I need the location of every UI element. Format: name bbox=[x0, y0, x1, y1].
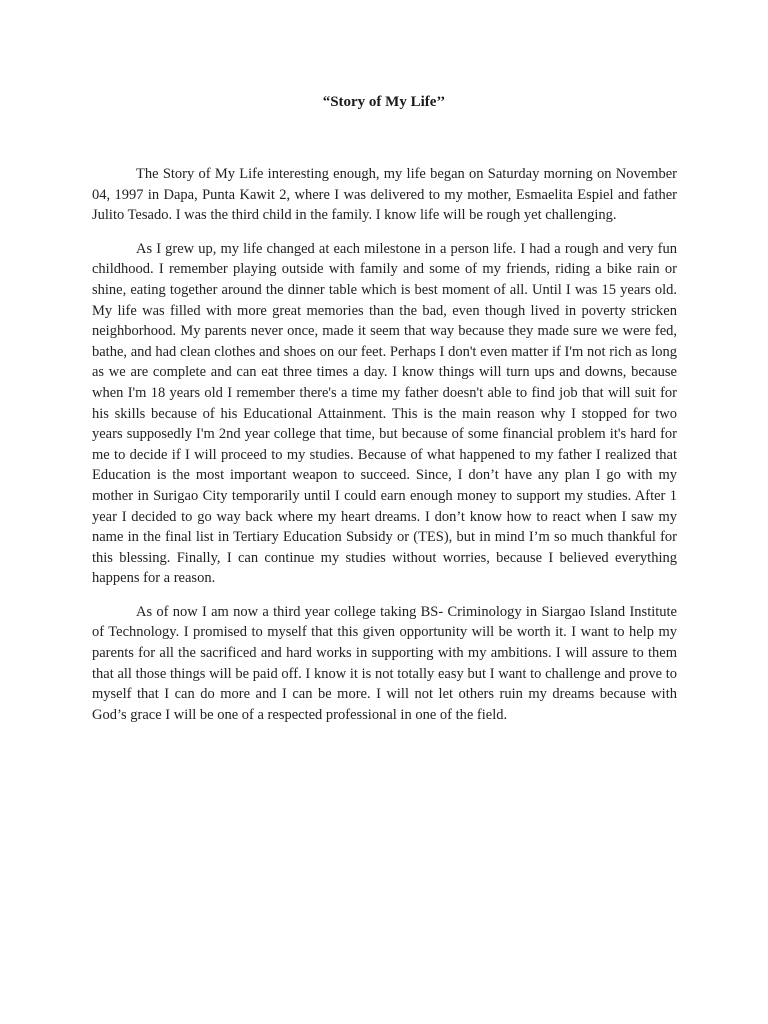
paragraph-2: As I grew up, my life changed at each milestone in a person life. I had a rough and very fun childhood. I remember playing outside with family and some of my friends, riding a bike rain or shine, eating together around the dinner table which is best moment of all. Until I was 15 years old. My life was filled with more great memories than the bad, even though lived in poverty stricken neighborhood. My parents never once, made it seem that way because they made sure we were fed, bathe, and had clean clothes and shoes on our feet. Perhaps I don't even matter if I'm not rich as long as we are complete and can eat three times a day. I know things will turn ups and downs, because when I'm 18 years old I remember there's a time my father doesn't able to find job that will suit for his skills because of his Educational Attainment. This is the main reason why I stopped for two years supposedly I'm 2nd year college that time, but because of some financial problem it's hard for me to decide if I will proceed to my studies. Because of what happened to my father I realized that Education is the most important weapon to succeed. Since, I don’t have any plan I go with my mother in Surigao City temporarily until I could earn enough money to support my studies. After 1 year I decided to go way back where my heart dreams. I don’t know how to react when I saw my name in the final list in Tertiary Education Subsidy or (TES), but in mind I’m so much thankful for this blessing. Finally, I can continue my studies without worries, because I believed everything happens for a reason. bbox=[92, 240, 677, 587]
document-body bbox=[92, 164, 677, 738]
paragraph-3: As of now I am now a third year college taking BS- Criminology in Siargao Island Institute of Technology. I promised to myself that this given opportunity will be worth it. I want to help my parents for all the sacrificed and hard works in supporting with my ambitions. I will assure to them that all those things will be paid off. I know it is not totally easy but I want to challenge and prove to myself that I can do more and I can be more. I will not let others ruin my dreams because with God’s grace I will be one of a respected professional in one of the field. bbox=[92, 603, 677, 723]
document-title: “Story of My Life’’ bbox=[322, 94, 446, 110]
paragraph-1: The Story of My Life interesting enough, my life began on Saturday morning on November 04, 1997 in Dapa, Punta Kawit 2, where I was delivered to my mother, Esmaelita Espiel and father Julito Tesado. I was the third child in the family. I know life will be rough yet challenging. bbox=[92, 166, 677, 224]
